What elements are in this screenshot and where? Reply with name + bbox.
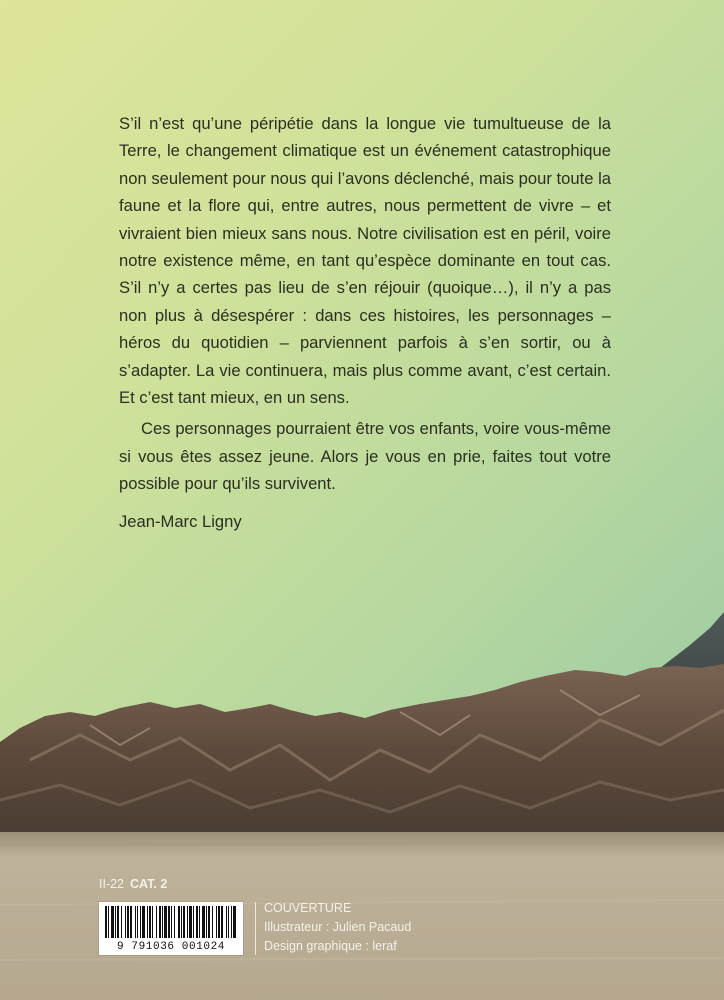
barcode-bar [216,906,217,938]
design-credit: Design graphique : leraf [264,939,397,953]
barcode-bar [206,906,207,938]
barcode-bar [181,906,182,938]
paragraph-2-text: Ces personnages pourraient être vos enfants, voire vous-même si vous êtes assez jeune. Alors je vous en prie, faites tout votre possible pour qu’ils survivent. [119,419,611,494]
barcode-bar [117,906,119,938]
isbn-number: 9 791036 001024 [116,941,226,953]
barcode-bar [159,906,161,938]
barcode-bar [156,906,157,938]
series-code: II-22 [99,877,125,891]
barcode-bar [162,906,163,938]
barcode-bar [226,906,227,938]
barcode-bar [231,906,232,938]
credits-divider [255,902,256,955]
barcode-bar [164,906,167,938]
barcode-bar [228,906,229,938]
illustrator-credit: Illustrateur : Julien Pacaud [264,920,412,934]
barcode-bar [149,906,151,938]
barcode-bar [137,906,138,938]
barcode-bar [171,906,172,938]
barcode-bars [105,906,237,938]
barcode-bar [202,906,205,938]
cover-credits [264,899,411,956]
barcode-bar [152,906,153,938]
barcode-bar [178,906,180,938]
barcode-bar [174,906,175,938]
barcode-bar [187,906,188,938]
barcode-bar [208,906,210,938]
paragraph-1: S’il n’est qu’une péripétie dans la longue vie tumultueuse de la Terre, le changement climatique est un événement catastrophique non seulement pour nous qui l’avons déclenché, mais pour toute la faune et la flore qui, entre autres, nous permettent de vivre – et vivraient bien mieux sans nous. Notre civilisation est en péril, voire notre existence même, en tant qu’espèce dominante en tout cas. S’il n’y a certes pas lieu de s’en réjouir (quoique…), il n’y a pas non plus à désespérer : dans ces histoires, les personnages – héros du quotidien – parviennent parfois à s’en sortir, ou à s’adapter. La vie continuera, mais plus comme avant, c’est certain. Et c’est tant mieux, en un sens. [119,114,611,408]
category-label: CAT. 2 [130,877,168,891]
barcode-bar [168,906,170,938]
barcode-bar [111,906,114,938]
barcode-bar [193,906,194,938]
barcode-bar [233,906,236,938]
barcode-bar [140,906,141,938]
paragraph-2 [119,415,611,497]
barcode-bar [125,906,126,938]
barcode-bar [142,906,145,938]
barcode-bar [218,906,220,938]
barcode-bar [121,906,122,938]
barcode-bar [115,906,116,938]
barcode-bar [199,906,200,938]
barcode-bar [105,906,107,938]
barcode-bar [183,906,185,938]
isbn-barcode [99,902,243,955]
barcode-bar [147,906,148,938]
credits-heading: COUVERTURE [264,901,352,915]
barcode-bar [212,906,213,938]
barcode-bar [130,906,132,938]
barcode-bar [189,906,192,938]
back-cover-text [119,110,611,535]
barcode-bar [221,906,223,938]
category-code [99,877,167,891]
author-signature: Jean-Marc Ligny [119,511,242,531]
barcode-bar [135,906,136,938]
barcode-bar [127,906,129,938]
barcode-bar [196,906,198,938]
barcode-bar [108,906,109,938]
